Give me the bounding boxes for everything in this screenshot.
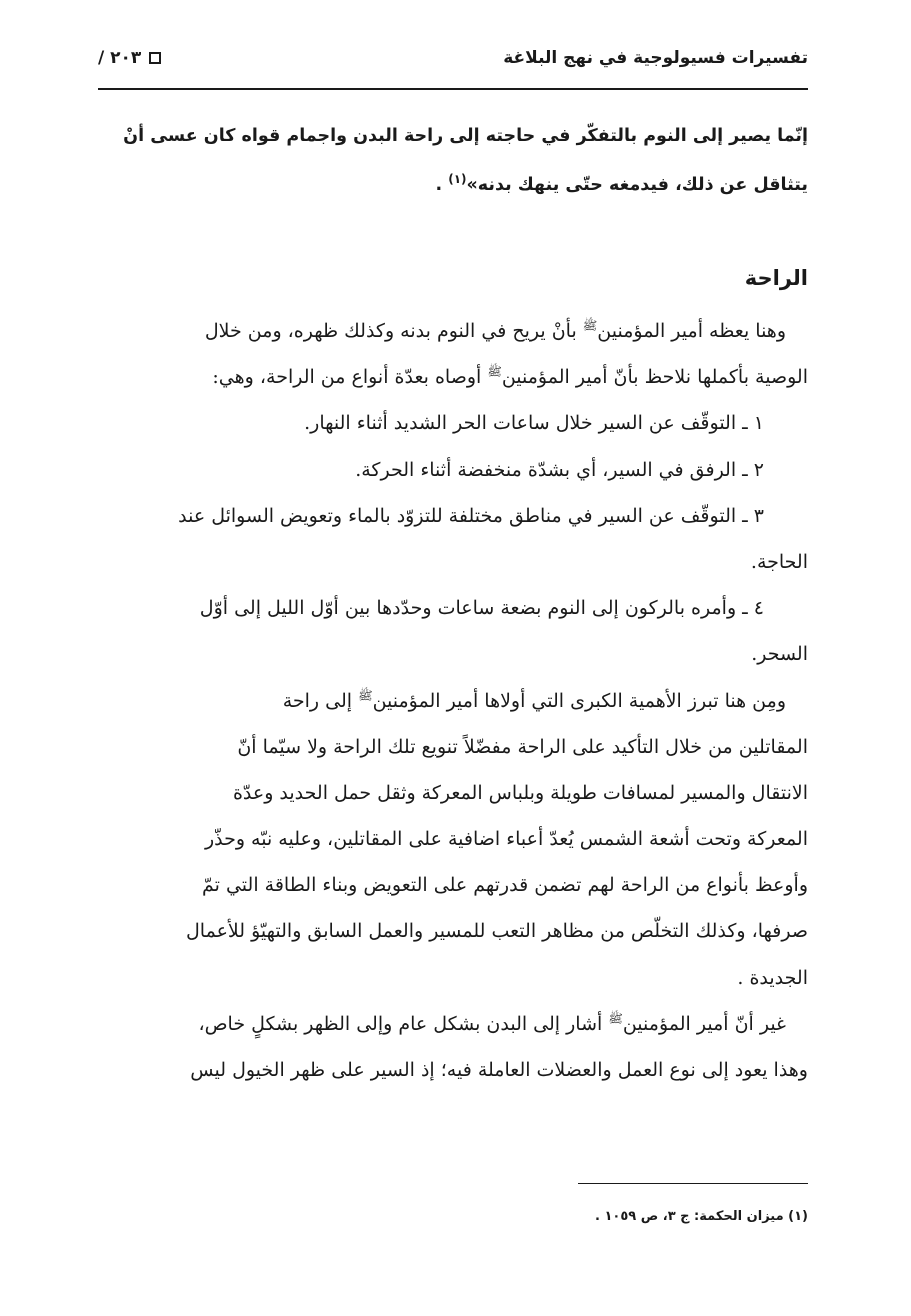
salutation-symbol: ﷺ xyxy=(608,1011,623,1026)
paragraph-line: غير أنّ أمير المؤمنين$^ﷺ$ أشار إلى البدن بشكل عام وإلى الظهر بشكلٍ خاص، xyxy=(198,1011,786,1035)
paragraph-line: وهذا يعود إلى نوع العمل والعضلات العاملة فيه؛ إذ السير على ظهر الخيول ليس xyxy=(190,1059,808,1081)
paragraph-line: الانتقال والمسير لمسافات طويلة وبلباس المعركة وثقل حمل الحديد وعدّة xyxy=(232,781,808,804)
salutation-symbol: ﷺ xyxy=(487,364,502,379)
running-title: تفسيرات فسيولوجية في نهج البلاغة xyxy=(503,48,808,68)
footnote-reference: (١) xyxy=(448,172,467,187)
header-divider xyxy=(98,88,808,90)
paragraph-line: المقاتلين من خلال التأكيد على الراحة مفضّلاً تنويع تلك الراحة ولا سيّما أنّ xyxy=(237,735,808,758)
paragraph-line: المعركة وتحت أشعة الشمس يُعدّ أعباء اضافية على المقاتلين، وعليه نبّه وحذّر xyxy=(204,828,808,851)
paragraph-line: وهنا يعظه أمير المؤمنين$^ﷺ$ بأنْ يريح في النوم بدنه وكذلك ظهره، ومن خلال xyxy=(204,318,786,342)
paragraph-line: الوصية بأكملها نلاحظ بأنّ أمير المؤمنين$^ﷺ$ أوصاه بعدّة أنواع من الراحة، وهي: xyxy=(212,364,808,389)
book-page xyxy=(98,0,808,1316)
page-number-text: ٢٠٣ / xyxy=(98,48,142,68)
body-text xyxy=(98,308,808,1093)
list-item: ١ ـ التوقّف عن السير خلال ساعات الحر الشديد أثناء النهار. xyxy=(304,412,764,435)
footnote-divider xyxy=(578,1183,808,1184)
quote-line-1: إنّما يصير إلى النوم بالتفكّر في حاجته إلى راحة البدن واجمام قواه كان عسى أنْ xyxy=(123,126,808,146)
section-heading: الراحة xyxy=(744,266,808,290)
list-item: ٢ ـ الرفق في السير، أي بشدّة منخفضة أثناء الحركة. xyxy=(355,458,764,481)
page-number xyxy=(98,48,161,68)
list-item: ٣ ـ التوقّف عن السير في مناطق مختلفة للتزوّد بالماء وتعويض السوائل عند xyxy=(178,504,764,527)
paragraph-line: ومِن هنا تبرز الأهمية الكبرى التي أولاها أمير المؤمنين$^ﷺ$ إلى راحة xyxy=(282,688,786,712)
footnote: (١) ميزان الحكمة: ج ٣، ص ١٠٥٩ . xyxy=(594,1209,808,1224)
list-item: ٤ ـ وأمره بالركون إلى النوم بضعة ساعات وحدّدها بين أوّل الليل إلى أوّل xyxy=(199,597,764,620)
paragraph-line: صرفها، وكذلك التخلّص من مظاهر التعب للمسير والعمل السابق والتهيّؤ للأعمال xyxy=(186,920,808,943)
paragraph-line: الجديدة . xyxy=(737,966,808,989)
quoted-passage xyxy=(98,112,808,210)
square-bullet-icon xyxy=(149,52,161,64)
salutation-symbol: ﷺ xyxy=(582,318,598,333)
paragraph-line: وأوعظ بأنواع من الراحة لهم تضمن قدرتهم على التعويض وبناء الطاقة التي تمّ xyxy=(201,874,808,897)
list-item-continuation: السحر. xyxy=(751,643,808,666)
list-item-continuation: الحاجة. xyxy=(750,550,808,573)
salutation-symbol: ﷺ xyxy=(358,688,373,703)
quote-line-2: يتثاقل عن ذلك، فيدمغه حتّى ينهك بدنه»$^{(١)}$ . xyxy=(435,172,808,195)
running-header xyxy=(98,48,808,78)
